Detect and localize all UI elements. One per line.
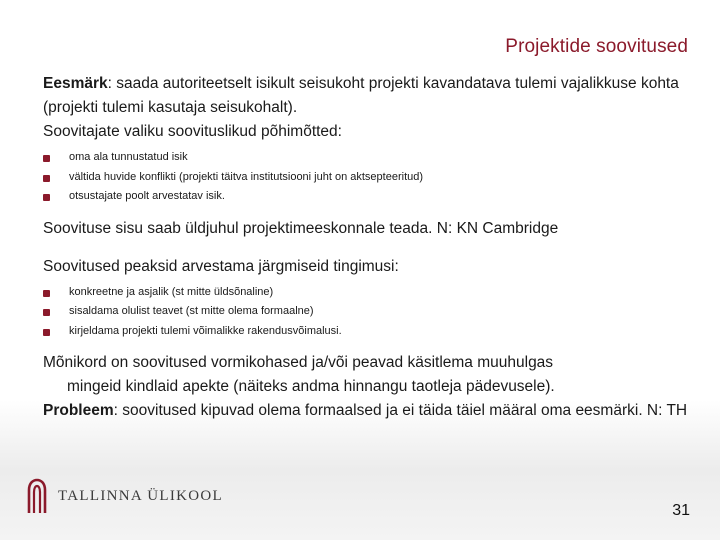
bullet-icon [43, 290, 50, 297]
page-number: 31 [672, 502, 690, 519]
closing-line-2: mingeid kindlaid apekte (näiteks andma hinnangu taotleja pädevusele). [67, 378, 555, 395]
bullet-icon [43, 155, 50, 162]
list-item [43, 148, 693, 168]
principles-heading: Soovitajate valiku soovituslikud põhimõtted: [43, 123, 342, 140]
problem-text: : soovitused kipuvad olema formaalsed ja ei täida täiel määral oma eesmärki. N: TH [113, 402, 688, 419]
goal-text: : saada autoriteetselt isikult seisukoht projekti kavandatava tulemi vajalikkuse kohta (projekti tulemi kasutaja seisukohalt). [43, 75, 679, 116]
list-item [43, 302, 693, 322]
bullet-icon [43, 175, 50, 182]
university-logo [26, 478, 223, 514]
list-item-text: oma ala tunnustatud isik [69, 151, 188, 163]
conditions-list [43, 283, 693, 342]
list-item [43, 168, 693, 188]
list-item-text: otsustajate poolt arvestatav isik. [69, 190, 225, 202]
list-item [43, 322, 693, 342]
goal-paragraph [43, 72, 693, 120]
slide-content [43, 72, 693, 423]
list-item-text: vältida huvide konflikti (projekti täitva institutsiooni juht on aktsepteeritud) [69, 170, 424, 183]
bullet-icon [43, 329, 50, 336]
bullet-icon [43, 194, 50, 201]
goal-label: Eesmärk [43, 75, 108, 92]
logo-text: TALLINNA ÜLIKOOL [58, 487, 223, 504]
principles-list [43, 148, 693, 207]
problem-paragraph [43, 399, 693, 423]
list-item [43, 283, 693, 303]
tallinn-university-emblem-icon [26, 478, 48, 514]
list-item-text: sisaldama olulist teavet (st mitte olema formaalne) [69, 305, 314, 317]
list-item-text: kirjeldama projekti tulemi võimalikke rakendusvõimalusi. [69, 324, 342, 337]
problem-label: Probleem [43, 402, 114, 419]
bullet-icon [43, 309, 50, 316]
slide-title: Projektide soovitused [505, 36, 688, 57]
closing-line-1: Mõnikord on soovitused vormikohased ja/või peavad käsitlema muuhulgas [43, 354, 554, 371]
content-note: Soovituse sisu saab üldjuhul projektimeeskonnale teada. N: KN Cambridge [43, 219, 559, 237]
conditions-heading: Soovitused peaksid arvestama järgmiseid tingimusi: [43, 257, 399, 275]
list-item-text: konkreetne ja asjalik (st mitte üldsõnaline) [69, 285, 274, 298]
list-item [43, 187, 693, 207]
